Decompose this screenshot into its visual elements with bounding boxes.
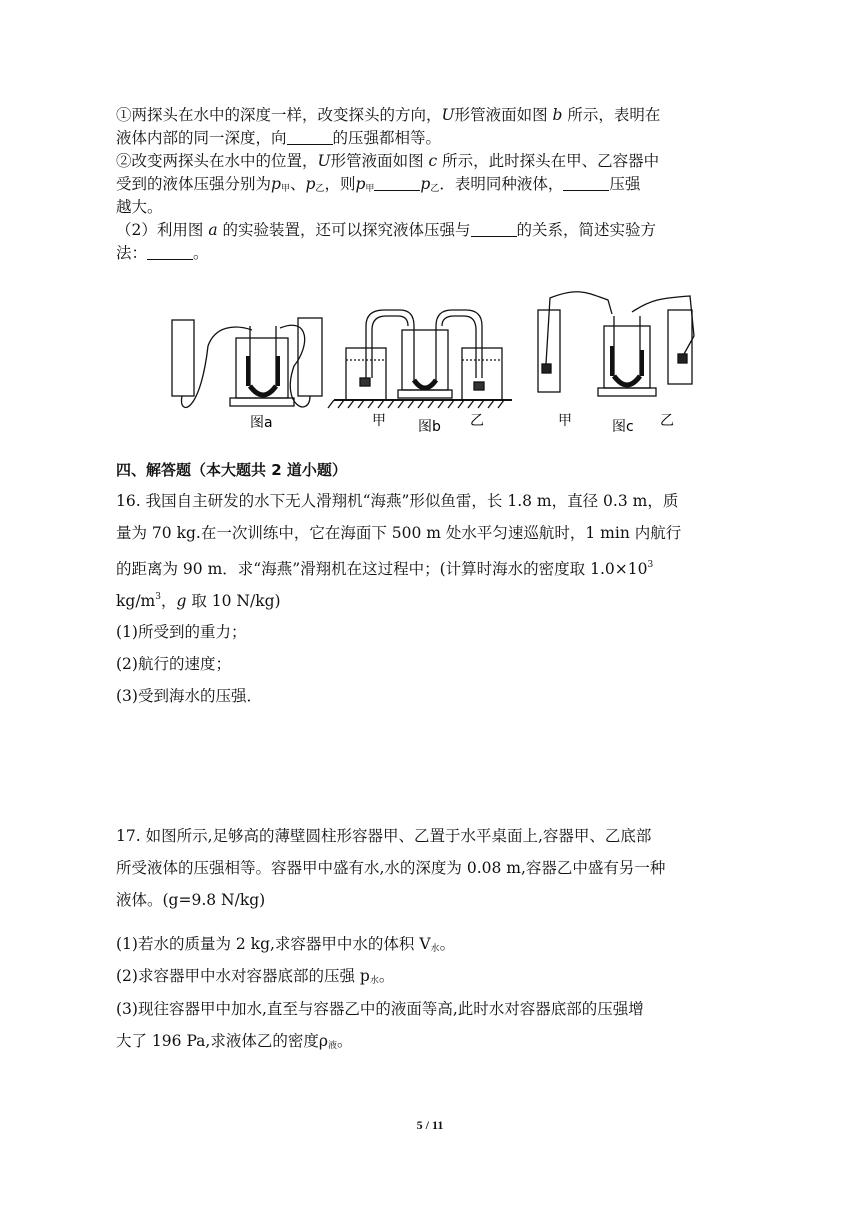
q15-part2-line-1: （2）利用图 a 的实验装置，还可以探究液体压强与 的关系，简述实验方 — [116, 221, 657, 239]
q15-part2-line-2: 法： 。 — [116, 244, 209, 262]
answer-blank[interactable] — [287, 130, 333, 145]
answer-blank[interactable] — [563, 176, 609, 191]
u-tube-figure — [160, 286, 710, 438]
q17-part-2: (2)求容器甲中水对容器底部的压强 $p_水$。 — [116, 967, 395, 986]
q15-line-1: ①两探头在水中的深度一样，改变探头的方向，U形管液面如图 b 所示，表明在 — [116, 106, 661, 124]
q17-part-1: (1)若水的质量为 2 kg,求容器甲中水的体积 $V_水$。 — [116, 935, 456, 954]
q17-line-3: 液体。(g=9.8 N/kg) — [116, 891, 266, 909]
q16-line-2: 量为 70 kg.在一次训练中，它在海面下 500 m 处水平匀速巡航时，1 min 内航行 — [116, 524, 682, 542]
label-jia-c: 甲 — [558, 413, 572, 429]
answer-blank[interactable] — [374, 176, 420, 191]
figure-a — [172, 318, 322, 408]
caption-figure-a: 图a — [250, 415, 273, 431]
answer-blank[interactable] — [147, 245, 193, 260]
label-jia-b: 甲 — [372, 413, 386, 429]
q16-part-2: (2)航行的速度； — [116, 655, 231, 673]
q16-part-1: (1)所受到的重力； — [116, 623, 247, 641]
q17-line-1: 17. 如图所示,足够高的薄壁圆柱形容器甲、乙置于水平桌面上,容器甲、乙底部 — [116, 827, 652, 845]
q16-line-4: $kg/m^3$，g 取 10 N/kg) — [116, 592, 281, 610]
caption-figure-c: 图c — [612, 419, 634, 435]
q15-line-3: ②改变两探头在水中的位置，U形管液面如图 c 所示，此时探头在甲、乙容器中 — [116, 152, 660, 170]
q15-line-2: 液体内部的同一深度，向 的压强都相等。 — [116, 129, 442, 147]
q17-line-2: 所受液体的压强相等。容器甲中盛有水,水的深度为 0.08 m,容器乙中盛有另一种 — [116, 859, 666, 877]
label-yi-b: 乙 — [470, 413, 484, 429]
figure-b — [328, 310, 512, 408]
q15-line-4: 受到的液体压强分别为$p_甲$、$p_乙$，则$p_甲$ $p_乙$．表明同种液体， 压强 — [116, 175, 641, 194]
q16-part-3: (3)受到海水的压强． — [116, 687, 262, 705]
label-yi-c: 乙 — [660, 413, 674, 429]
q17-part-3-line-2: 大了 196 Pa,求液体乙的密度$\rho_液$。 — [116, 1032, 353, 1051]
q16-line-3: 的距离为 90 m．求“海燕”滑翔机在这过程中；(计算时海水的密度取 $1.0\times 10^3$ — [116, 560, 654, 578]
page-number: 5 / 11 — [416, 1118, 444, 1132]
figure-c — [538, 292, 694, 396]
section-heading: 四、解答题（本大题共 2 道小题） — [116, 461, 347, 479]
caption-figure-b: 图b — [418, 419, 441, 435]
q17-part-3-line-1: (3)现往容器甲中加水,直至与容器乙中的液面等高,此时水对容器底部的压强增 — [116, 1000, 644, 1018]
q16-line-1: 16. 我国自主研发的水下无人滑翔机“海燕”形似鱼雷，长 1.8 m，直径 0.3 m，质 — [116, 492, 679, 510]
answer-blank[interactable] — [471, 222, 517, 237]
q15-line-5: 越大。 — [116, 198, 163, 216]
